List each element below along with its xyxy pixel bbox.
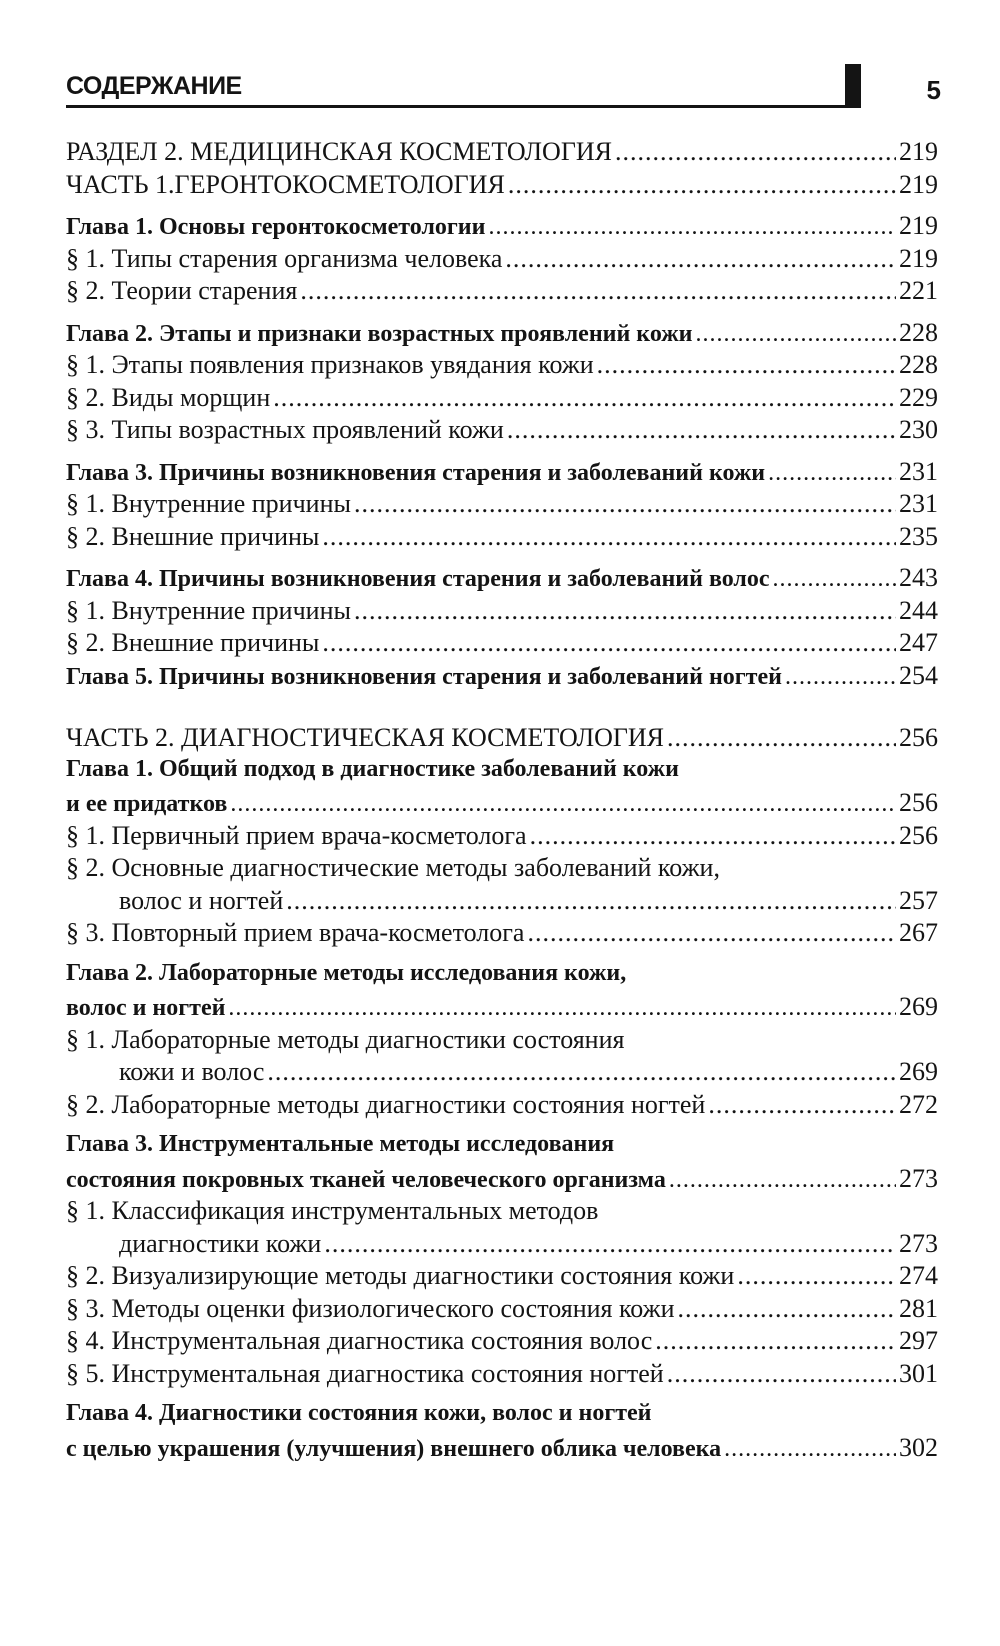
toc-entry-chapter — [66, 457, 938, 490]
toc-entry-page: 274 — [899, 1261, 938, 1290]
toc-entry-chapter-continued — [66, 992, 938, 1025]
toc-entry-text: РАЗДЕЛ 2. МЕДИЦИНСКАЯ КОСМЕТОЛОГИЯ — [66, 137, 612, 166]
dot-leader — [488, 214, 896, 241]
toc-entry-paragraph — [66, 244, 938, 277]
toc-entry-paragraph — [66, 383, 938, 416]
toc-entry-chapter-continued — [66, 1164, 938, 1197]
toc-entry-page: 230 — [899, 415, 938, 444]
toc-entry-page: 267 — [899, 918, 938, 947]
toc-entry-chapter — [66, 960, 938, 993]
toc-entry-paragraph — [66, 1090, 938, 1123]
toc-entry-chapter — [66, 211, 938, 244]
toc-entry-text: ЧАСТЬ 1.ГЕРОНТОКОСМЕТОЛОГИЯ — [66, 169, 505, 199]
toc-entry-page: 244 — [899, 595, 938, 625]
toc-entry-text: § 3. Методы оценки физиологического состояния кожи — [66, 1293, 675, 1323]
toc-entry-chapter — [66, 563, 938, 596]
toc-entry-page: 231 — [899, 489, 938, 518]
dot-leader — [695, 321, 896, 348]
toc-entry-paragraph — [66, 350, 938, 383]
dot-leader — [322, 522, 896, 552]
toc-entry-page: 272 — [899, 1089, 938, 1119]
toc-entry-page: 254 — [899, 660, 938, 690]
toc-entry-chapter — [66, 1400, 938, 1433]
toc-entry-text: § 5. Инструментальная диагностика состояния ногтей — [66, 1358, 664, 1388]
dot-leader — [228, 995, 896, 1022]
dot-leader — [530, 821, 896, 851]
toc-entry-page: 219 — [899, 137, 938, 166]
dot-leader — [324, 1229, 896, 1259]
toc-entry-section — [66, 137, 938, 170]
toc-entry-text: Глава 3. Причины возникновения старения и заболеваний кожи — [66, 459, 766, 486]
toc-entry-text: Глава 1. Общий подход в диагностике заболеваний кожи — [66, 755, 679, 782]
toc-entry-page: 269 — [899, 1057, 938, 1086]
toc-entry-text: § 2. Лабораторные методы диагностики состояния ногтей — [66, 1089, 706, 1119]
toc-entry-page: 228 — [899, 317, 938, 347]
toc-entry-text: Глава 3. Инструментальные методы исследования — [66, 1131, 615, 1157]
dot-leader — [354, 489, 896, 519]
toc-entry-page: 297 — [899, 1326, 938, 1355]
toc-entry-text: § 2. Виды морщин — [66, 382, 271, 412]
toc-entry-page: 243 — [899, 563, 938, 592]
dot-leader — [505, 244, 896, 274]
toc-entry-text: Глава 4. Диагностики состояния кожи, волос и ногтей — [66, 1400, 652, 1426]
toc-entry-text: Глава 2. Лабораторные методы исследования кожи, — [66, 959, 627, 986]
header-block-mark — [845, 64, 861, 108]
dot-leader — [597, 350, 896, 380]
dot-leader — [267, 1057, 896, 1087]
toc-entry-page: 219 — [899, 169, 938, 199]
toc-entry-text: Глава 1. Основы геронтокосметологии — [66, 214, 486, 240]
toc-entry-paragraph — [66, 1294, 938, 1327]
dot-leader — [286, 886, 896, 916]
toc-entry-page: 269 — [899, 992, 938, 1021]
dot-leader — [669, 1167, 896, 1194]
toc-entry-chapter — [66, 661, 938, 694]
toc-entry-text: § 2. Основные диагностические методы заболеваний кожи, — [66, 853, 720, 882]
toc-entry-paragraph-continued — [66, 886, 938, 919]
toc-entry-paragraph — [66, 853, 938, 886]
table-of-contents — [66, 137, 938, 1465]
toc-entry-text: § 1. Внутренние причины — [66, 489, 351, 518]
dot-leader — [768, 460, 896, 487]
toc-entry-paragraph — [66, 276, 938, 309]
toc-entry-text: и ее придатков — [66, 791, 228, 817]
toc-entry-text: § 3. Типы возрастных проявлений кожи — [66, 415, 504, 444]
toc-entry-paragraph — [66, 489, 938, 522]
toc-entry-paragraph — [66, 628, 938, 661]
toc-entry-text: с целью украшения (улучшения) внешнего облика человека — [66, 1435, 722, 1462]
toc-entry-text: § 1. Первичный прием врача-косметолога — [66, 820, 527, 850]
toc-entry-text: волос и ногтей — [66, 995, 226, 1021]
toc-entry-text: § 2. Внешние причины — [66, 521, 320, 551]
toc-entry-text: § 1. Внутренние причины — [66, 595, 351, 625]
dot-leader — [615, 137, 896, 167]
toc-entry-text: ЧАСТЬ 2. ДИАГНОСТИЧЕСКАЯ КОСМЕТОЛОГИЯ — [66, 723, 665, 752]
toc-entry-text: волос и ногтей — [119, 885, 284, 915]
toc-entry-text: § 1. Этапы появления признаков увядания кожи — [66, 350, 594, 379]
toc-entry-page: 219 — [899, 243, 938, 273]
dot-leader — [655, 1326, 896, 1356]
toc-entry-paragraph — [66, 596, 938, 629]
toc-entry-page: 256 — [899, 723, 938, 752]
dot-leader — [785, 664, 896, 691]
toc-entry-paragraph-continued — [66, 1057, 938, 1090]
toc-entry-part — [66, 170, 938, 203]
toc-entry-page: 301 — [899, 1358, 938, 1388]
dot-leader — [724, 1436, 896, 1463]
toc-entry-page: 228 — [899, 350, 938, 379]
toc-entry-paragraph — [66, 1261, 938, 1294]
header-title: СОДЕРЖАНИЕ — [66, 72, 242, 100]
toc-entry-text: кожи и волос — [119, 1057, 265, 1086]
toc-entry-page: 221 — [899, 276, 938, 305]
toc-entry-text: § 1. Лабораторные методы диагностики состояния — [66, 1024, 625, 1054]
dot-leader — [527, 918, 896, 948]
toc-entry-paragraph — [66, 415, 938, 448]
toc-entry-page: 257 — [899, 885, 938, 915]
dot-leader — [708, 1090, 896, 1120]
toc-entry-paragraph-continued — [66, 1229, 938, 1262]
toc-entry-text: диагностики кожи — [119, 1228, 322, 1258]
toc-entry-text: Глава 2. Этапы и признаки возрастных проявлений кожи — [66, 320, 693, 347]
dot-leader — [667, 1359, 896, 1389]
toc-entry-page: 235 — [899, 521, 938, 551]
dot-leader — [354, 596, 896, 626]
toc-entry-text: состояния покровных тканей человеческого организма — [66, 1166, 666, 1193]
toc-entry-text: § 4. Инструментальная диагностика состояния волос — [66, 1326, 653, 1355]
dot-leader — [508, 170, 896, 200]
dot-leader — [273, 383, 896, 413]
toc-entry-paragraph — [66, 1326, 938, 1359]
toc-entry-chapter-continued — [66, 788, 938, 821]
toc-entry-text: § 2. Теории старения — [66, 276, 298, 305]
toc-entry-chapter — [66, 756, 938, 789]
toc-entry-chapter — [66, 1131, 938, 1164]
toc-entry-page: 256 — [899, 788, 938, 817]
toc-entry-text: § 2. Внешние причины — [66, 628, 320, 657]
toc-entry-page: 302 — [899, 1432, 938, 1462]
toc-entry-part — [66, 723, 938, 756]
toc-entry-paragraph — [66, 1359, 938, 1392]
toc-entry-page: 281 — [899, 1293, 938, 1323]
toc-entry-page: 219 — [899, 211, 938, 240]
toc-entry-text: § 2. Визуализирующие методы диагностики состояния кожи — [66, 1261, 735, 1290]
dot-leader — [667, 723, 896, 753]
dot-leader — [507, 415, 896, 445]
dot-leader — [773, 566, 896, 593]
toc-entry-paragraph — [66, 918, 938, 951]
toc-entry-paragraph — [66, 522, 938, 555]
page-number: 5 — [926, 75, 941, 105]
toc-entry-page: 273 — [899, 1163, 938, 1193]
dot-leader — [322, 628, 896, 658]
toc-entry-page: 273 — [899, 1228, 938, 1258]
toc-entry-text: § 1. Классификация инструментальных методов — [66, 1196, 599, 1225]
dot-leader — [300, 276, 896, 306]
dot-leader — [678, 1294, 896, 1324]
toc-entry-text: § 3. Повторный прием врача-косметолога — [66, 918, 525, 947]
toc-entry-page: 229 — [899, 382, 938, 412]
toc-entry-paragraph — [66, 821, 938, 854]
toc-entry-chapter — [66, 318, 938, 351]
toc-entry-text: § 1. Типы старения организма человека — [66, 243, 503, 273]
header-rule — [66, 105, 861, 108]
dot-leader — [230, 791, 896, 818]
toc-entry-paragraph — [66, 1196, 938, 1229]
toc-entry-chapter-continued — [66, 1433, 938, 1466]
toc-entry-page: 256 — [899, 820, 938, 850]
toc-entry-page: 231 — [899, 456, 938, 486]
toc-entry-paragraph — [66, 1025, 938, 1058]
dot-leader — [737, 1261, 896, 1291]
page-header — [66, 62, 941, 112]
toc-entry-text: Глава 4. Причины возникновения старения и заболеваний волос — [66, 566, 770, 592]
toc-entry-page: 247 — [899, 628, 938, 657]
toc-entry-text: Глава 5. Причины возникновения старения и заболеваний ногтей — [66, 663, 782, 690]
